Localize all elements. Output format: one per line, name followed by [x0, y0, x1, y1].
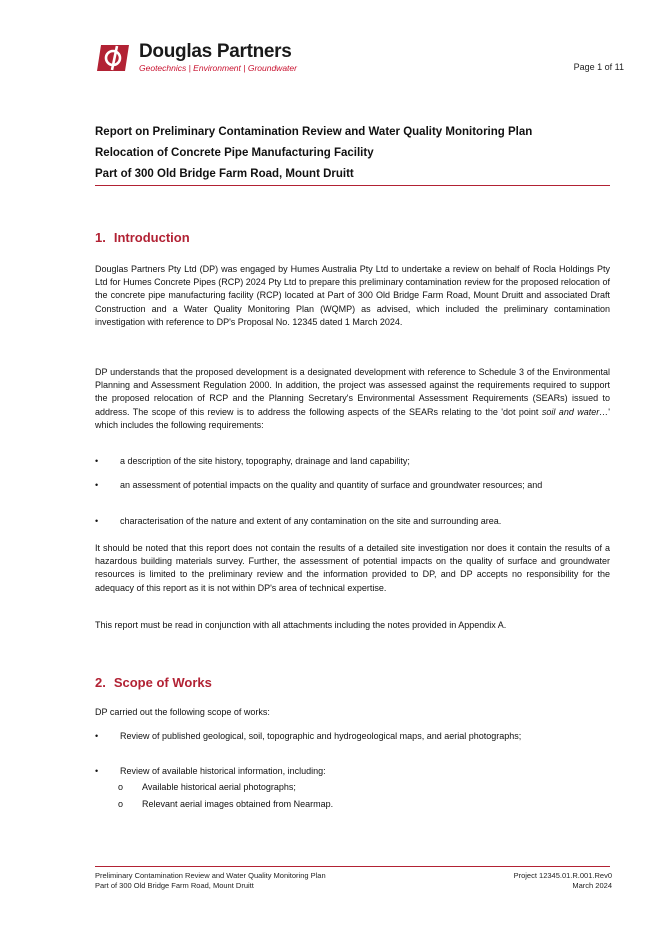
page-number: Page 1 of 11	[573, 62, 624, 72]
list-item-text: an assessment of potential impacts on the quality and quantity of surface and groundwater resources; and	[120, 480, 543, 490]
intro-paragraph-2-text: DP understands that the proposed development is a designated development with reference to Schedule 3 of the Environmental Planning and Assessment Regulation 2000. In addition, the project was assessed against the requirements required to support the proposed relocation of RCP and the Planning Secretary's Environmental Assessment Requirements (SEARs) issued to address. The scope of this review is to address the following aspects of the SEARs relating to the 'dot point	[95, 367, 610, 417]
intro-paragraph-2-emphasis: soil and water…	[541, 406, 609, 417]
list-item-text: Review of available historical information, including:	[120, 766, 326, 776]
title-line-1: Report on Preliminary Contamination Review and Water Quality Monitoring Plan	[95, 126, 533, 138]
bullet-icon: •	[95, 456, 99, 466]
footer-project-number: Project 12345.01.R.001.Rev0	[513, 871, 612, 880]
sub-bullet-icon: o	[118, 782, 124, 792]
section-heading-scope	[95, 675, 212, 690]
list-item	[95, 765, 610, 778]
intro-paragraph-4: This report must be read in conjunction with all attachments including the notes provided in Appendix A.	[95, 620, 507, 630]
dp-logo-icon	[95, 43, 135, 73]
list-item	[95, 515, 610, 528]
title-line-3: Part of 300 Old Bridge Farm Road, Mount Druitt	[95, 168, 354, 180]
sub-list-item	[118, 798, 610, 811]
intro-paragraph-2	[95, 366, 610, 432]
footer-site-address: Part of 300 Old Bridge Farm Road, Mount Druitt	[95, 881, 254, 890]
footer-right	[514, 871, 612, 891]
bullet-icon: •	[95, 480, 99, 490]
section-number: 1.	[95, 230, 106, 245]
list-item-text: Review of published geological, soil, topographic and hydrogeological maps, and aerial photographs;	[120, 731, 522, 741]
intro-paragraph-3: It should be noted that this report does not contain the results of a detailed site investigation nor does it contain the results of a hazardous building materials survey. Further, the assessment of potential impacts on the quality of surface and groundwater resources is limited to the preliminary review and the information provided to DP, and DP accepts no responsibility for the adequacy of this report as it is not within DP's area of technical expertise.	[95, 543, 610, 593]
list-item	[95, 479, 610, 492]
footer-divider	[95, 866, 610, 867]
list-item-text: a description of the site history, topography, drainage and land capability;	[120, 456, 410, 466]
scope-intro: DP carried out the following scope of works:	[95, 707, 270, 717]
bullet-icon: •	[95, 731, 99, 741]
title-divider	[95, 185, 610, 186]
bullet-icon: •	[95, 766, 99, 776]
list-item	[95, 730, 610, 743]
sub-bullet-icon: o	[118, 799, 124, 809]
footer-date: March 2024	[572, 881, 612, 890]
sub-list-item-text: Relevant aerial images obtained from Nearmap.	[142, 799, 334, 809]
bullet-icon: •	[95, 516, 99, 526]
company-name: Douglas Partners	[139, 41, 292, 62]
sub-list-item	[118, 781, 610, 794]
list-item	[95, 455, 610, 468]
footer-report-title: Preliminary Contamination Review and Water Quality Monitoring Plan	[95, 871, 326, 880]
footer-left	[95, 871, 326, 891]
section-title: Scope of Works	[113, 675, 212, 690]
title-line-2: Relocation of Concrete Pipe Manufacturing Facility	[95, 147, 374, 159]
company-logo	[95, 42, 297, 74]
section-heading-introduction	[95, 230, 190, 245]
report-title	[95, 122, 610, 185]
section-title: Introduction	[113, 230, 190, 245]
section-number: 2.	[95, 675, 106, 690]
intro-paragraph-2-tail: ' which includes the following requirements:	[95, 406, 610, 430]
company-tagline: Geotechnics | Environment | Groundwater	[139, 63, 297, 73]
list-item-text: characterisation of the nature and extent of any contamination on the site and surrounding area.	[120, 516, 502, 526]
sub-list-item-text: Available historical aerial photographs;	[142, 782, 296, 792]
intro-paragraph-1: Douglas Partners Pty Ltd (DP) was engaged by Humes Australia Pty Ltd to undertake a review on behalf of Rocla Holdings Pty Ltd for Humes Concrete Pipes (RCP) 2024 Pty Ltd to prepare this preliminary contamination review for the proposed relocation of the concrete pipe manufacturing facility (RCP) located at Part of 300 Old Bridge Farm Road, Mount Druitt and associated Draft Construction and a Water Quality Monitoring Plan (WQMP) as advised, which included the preliminary contamination investigation with reference to DP's Proposal No. 12345 dated 1 March 2024.	[95, 264, 610, 327]
